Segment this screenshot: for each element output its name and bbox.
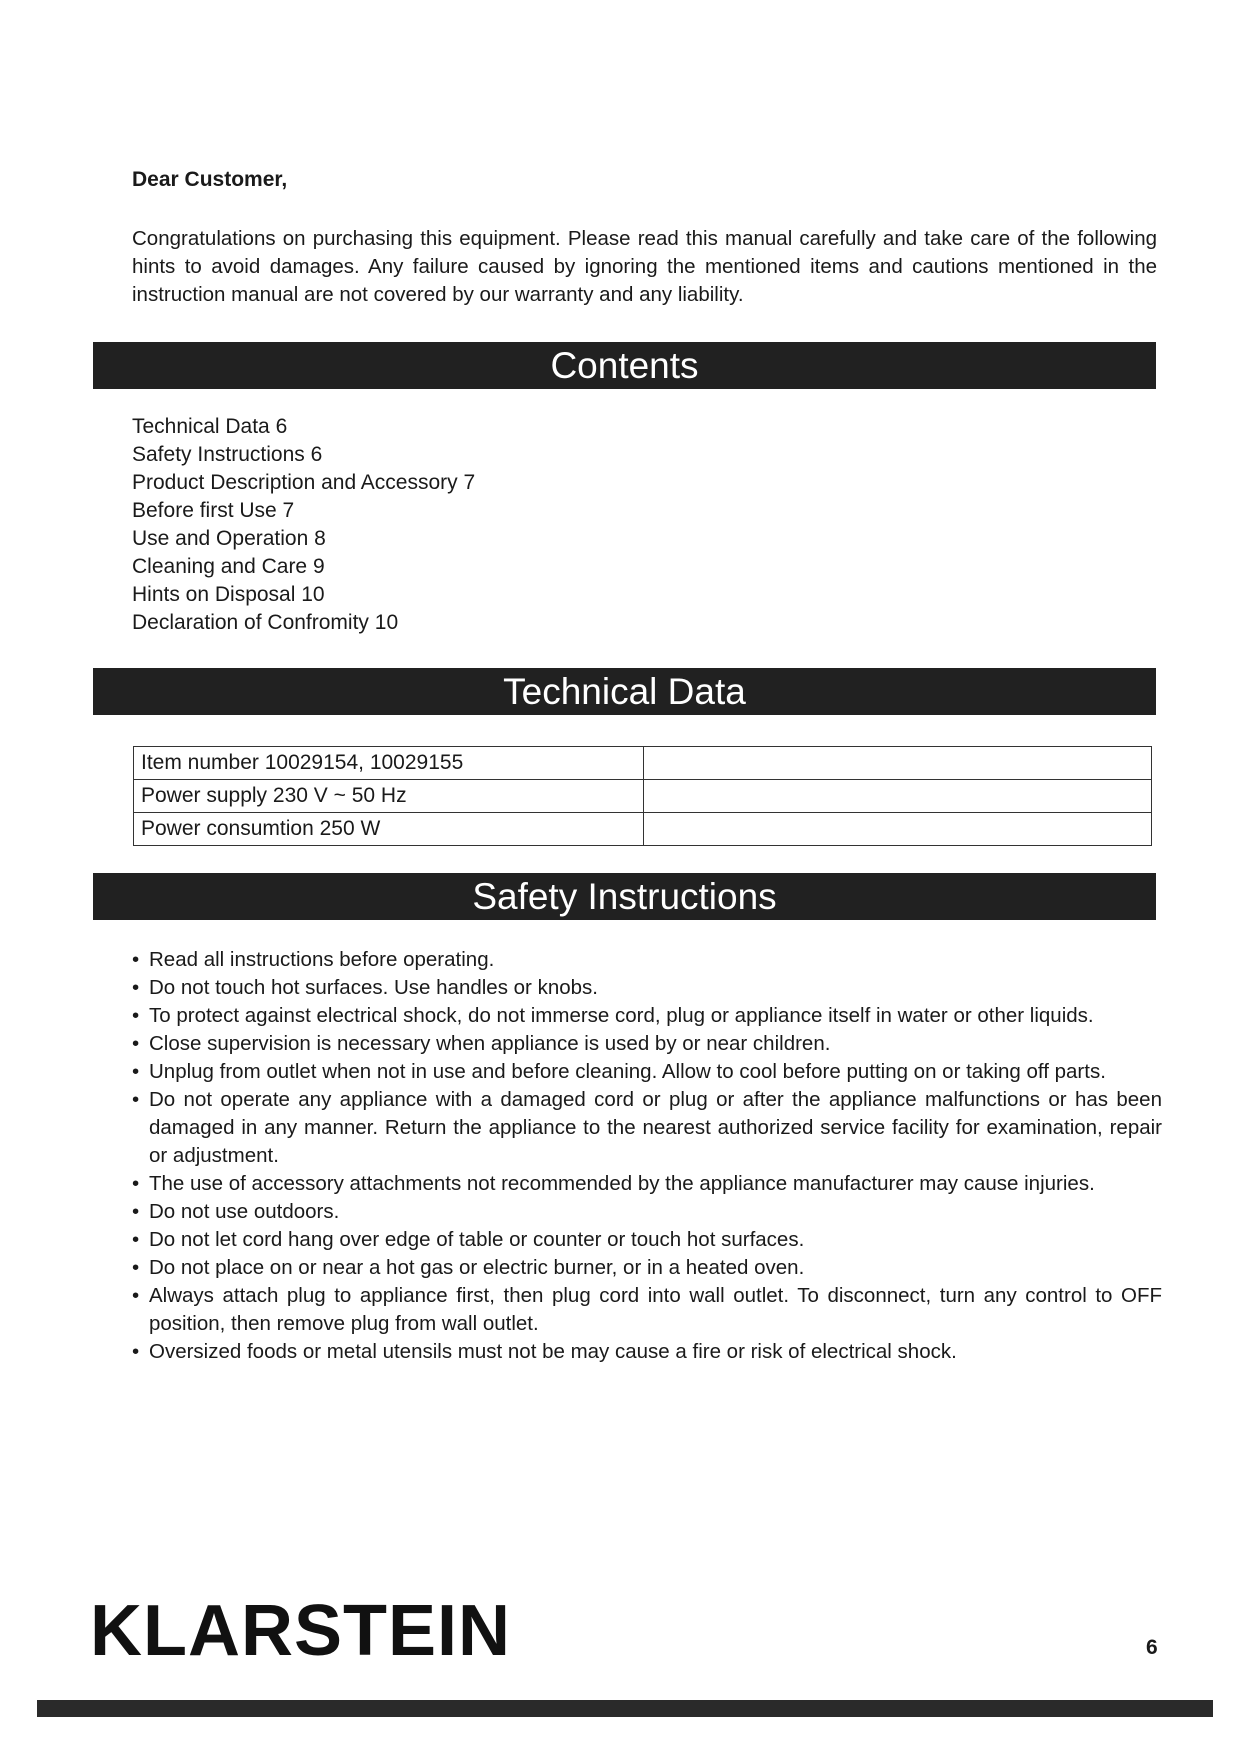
safety-item — [132, 946, 1162, 974]
safety-item — [132, 1086, 1162, 1170]
safety-item — [132, 1170, 1162, 1198]
technical-data-table — [133, 746, 1152, 846]
safety-item — [132, 1002, 1162, 1030]
safety-item — [132, 1282, 1162, 1338]
table-cell-value — [644, 780, 1152, 813]
bullet-icon: • — [132, 1200, 140, 1223]
safety-item — [132, 1058, 1162, 1086]
safety-item-text: Oversized foods or metal utensils must not be may cause a fire or risk of electrical shock. — [149, 1340, 957, 1363]
bullet-icon: • — [132, 1032, 140, 1055]
footer-rule — [37, 1700, 1213, 1717]
bullet-icon: • — [132, 1284, 140, 1307]
bullet-icon: • — [132, 1228, 140, 1251]
safety-item — [132, 974, 1162, 1002]
brand-logo: KLARSTEIN — [90, 1591, 511, 1671]
bullet-icon: • — [132, 1088, 140, 1111]
safety-item — [132, 1338, 1162, 1366]
contents-item: Declaration of Confromity 10 — [132, 611, 399, 634]
safety-item-text: Do not let cord hang over edge of table or counter or touch hot surfaces. — [149, 1228, 805, 1251]
safety-item-text: Do not place on or near a hot gas or electric burner, or in a heated oven. — [149, 1256, 805, 1279]
safety-item-text: Unplug from outlet when not in use and before cleaning. Allow to cool before putting on or taking off parts. — [149, 1060, 1106, 1083]
table-row — [134, 747, 1152, 780]
safety-item-text: Do not touch hot surfaces. Use handles or knobs. — [149, 976, 598, 999]
safety-item-text: The use of accessory attachments not recommended by the appliance manufacturer may cause injuries. — [149, 1172, 1095, 1195]
contents-item: Product Description and Accessory 7 — [132, 471, 476, 494]
bullet-icon: • — [132, 976, 140, 999]
bullet-icon: • — [132, 1004, 140, 1027]
contents-item: Safety Instructions 6 — [132, 443, 323, 466]
safety-item-text: Always attach plug to appliance first, then plug cord into wall outlet. To disconnect, turn any control to OFF position, then remove plug from wall outlet. — [149, 1284, 1162, 1335]
bullet-icon: • — [132, 1340, 140, 1363]
contents-item: Hints on Disposal 10 — [132, 583, 325, 606]
table-cell-spec: Power supply 230 V ~ 50 Hz — [134, 780, 644, 813]
safety-item-text: To protect against electrical shock, do not immerse cord, plug or appliance itself in water or other liquids. — [149, 1004, 1094, 1027]
bullet-icon: • — [132, 1060, 140, 1083]
contents-item: Cleaning and Care 9 — [132, 555, 325, 578]
table-cell-value — [644, 747, 1152, 780]
safety-item — [132, 1254, 1162, 1282]
table-row — [134, 780, 1152, 813]
table-row — [134, 813, 1152, 846]
contents-item: Technical Data 6 — [132, 415, 288, 438]
table-cell-value — [644, 813, 1152, 846]
contents-item: Before first Use 7 — [132, 499, 295, 522]
table-cell-spec: Power consumtion 250 W — [134, 813, 644, 846]
safety-instructions-list — [132, 946, 1162, 1366]
bullet-icon: • — [132, 948, 140, 971]
safety-item — [132, 1198, 1162, 1226]
safety-item-text: Read all instructions before operating. — [149, 948, 495, 971]
safety-item — [132, 1226, 1162, 1254]
technical-data-heading: Technical Data — [93, 668, 1156, 715]
safety-item — [132, 1030, 1162, 1058]
contents-heading: Contents — [93, 342, 1156, 389]
bullet-icon: • — [132, 1172, 140, 1195]
bullet-icon: • — [132, 1256, 140, 1279]
page-number: 6 — [1146, 1636, 1158, 1659]
contents-list — [132, 413, 475, 637]
intro-paragraph: Congratulations on purchasing this equipment. Please read this manual carefully and take care of the following hints to avoid damages. Any failure caused by ignoring the mentioned items and cautions mentioned in the instruction manual are not covered by our warranty and any liability. — [132, 227, 1157, 306]
table-cell-spec: Item number 10029154, 10029155 — [134, 747, 644, 780]
safety-instructions-heading: Safety Instructions — [93, 873, 1156, 920]
greeting: Dear Customer, — [132, 168, 288, 191]
safety-item-text: Close supervision is necessary when appliance is used by or near children. — [149, 1032, 831, 1055]
contents-item: Use and Operation 8 — [132, 527, 326, 550]
safety-item-text: Do not use outdoors. — [149, 1200, 340, 1223]
safety-item-text: Do not operate any appliance with a damaged cord or plug or after the appliance malfunctions or has been damaged in any manner. Return the appliance to the nearest authorized service facility for examination, repair or adjustment. — [149, 1088, 1162, 1167]
